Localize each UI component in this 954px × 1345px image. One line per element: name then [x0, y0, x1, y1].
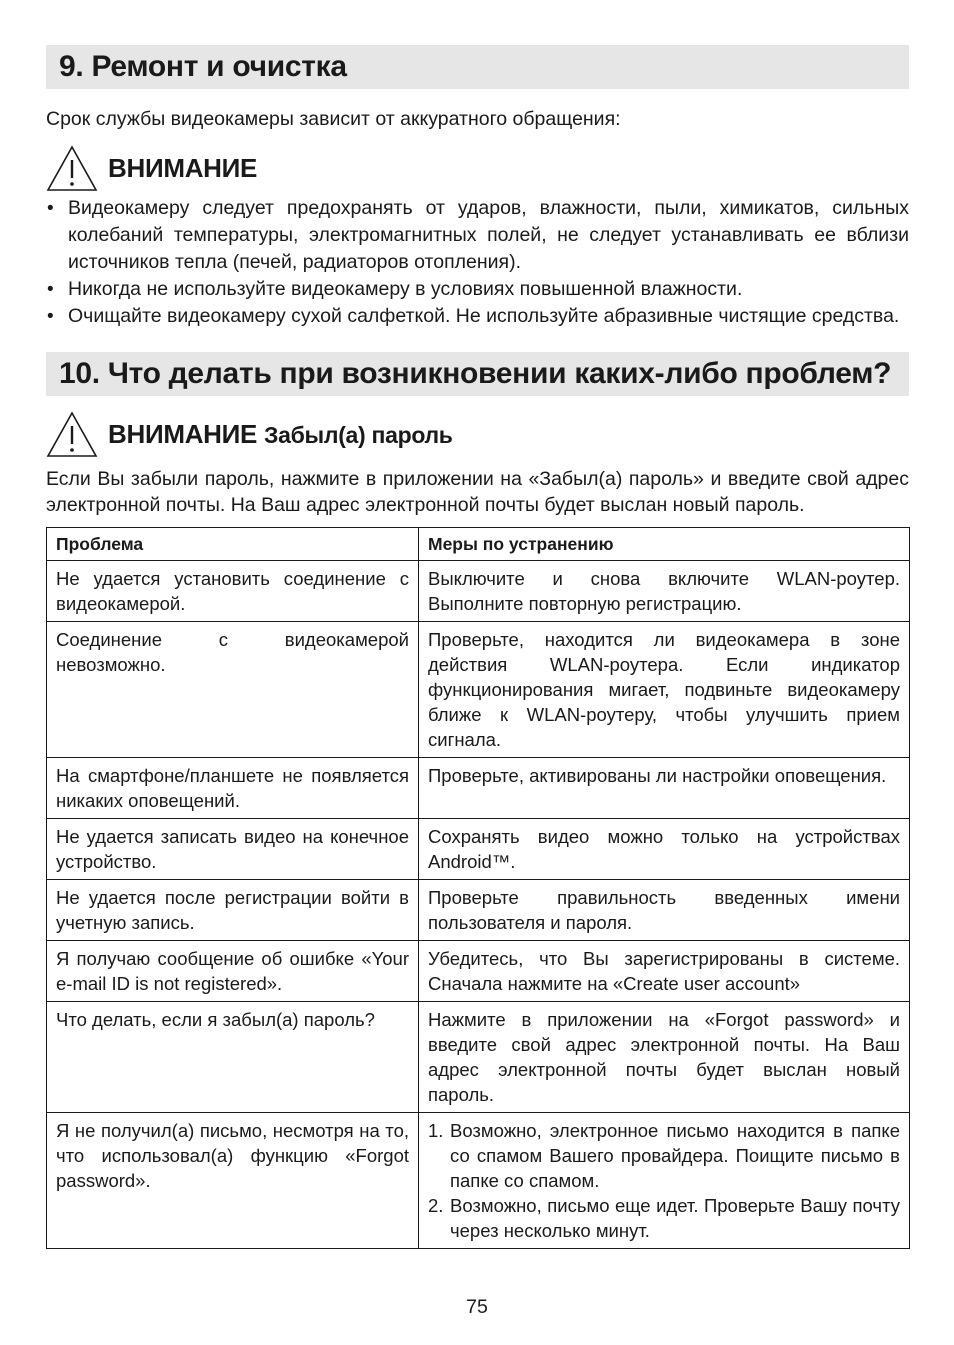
section-9-intro: Срок службы видеокамеры зависит от аккуратного обращения: [46, 108, 621, 130]
warning-triangle-icon [46, 410, 98, 458]
table-row [47, 880, 910, 941]
problem-cell: Не удается установить соединение с видеокамерой. [47, 561, 419, 622]
section-9-heading-bar [46, 45, 909, 89]
solution-cell: Сохранять видео можно только на устройствах Android™. [419, 819, 910, 880]
solution-cell: Проверьте правильность введенных имени пользователя и пароля. [419, 880, 910, 941]
warning-triangle-icon [46, 144, 98, 192]
solution-numbered-list [428, 1118, 900, 1243]
problem-cell: Соединение с видеокамерой невозможно. [47, 622, 419, 758]
problem-cell: На смартфоне/планшете не появляется никаких оповещений. [47, 758, 419, 819]
table-row [47, 758, 910, 819]
bullet-item: • Очищайте видеокамеру сухой салфеткой. Не используйте абразивные чистящие средства. [46, 303, 909, 330]
section-10-warning [46, 410, 909, 458]
section-10-intro: Если Вы забыли пароль, нажмите в приложении на «Забыл(а) пароль» и введите свой адрес электронной почты. На Ваш адрес электронной почты будет выслан новый пароль. [46, 468, 909, 516]
problem-cell: Что делать, если я забыл(а) пароль? [47, 1002, 419, 1113]
list-item-text: Возможно, письмо еще идет. Проверьте Вашу почту через несколько минут. [450, 1195, 900, 1241]
table-row [47, 1113, 910, 1249]
problem-cell: Не удается после регистрации войти в учетную запись. [47, 880, 419, 941]
solution-cell: Проверьте, активированы ли настройки оповещения. [419, 758, 910, 819]
bullet-item: • Видеокамеру следует предохранять от ударов, влажности, пыли, химикатов, сильных колебаний температуры, электромагнитных полей, не следует устанавливать ее вблизи источников тепла (печей, радиаторов отопления). [46, 195, 909, 276]
problem-cell: Я получаю сообщение об ошибке «Your e-mail ID is not registered». [47, 941, 419, 1002]
table-row [47, 1002, 910, 1113]
solution-cell: Убедитесь, что Вы зарегистрированы в системе. Сначала нажмите на «Create user account» [419, 941, 910, 1002]
section-10-title: 10. Что делать при возникновении каких-либо проблем? [59, 357, 892, 390]
list-item [428, 1118, 900, 1193]
solution-cell: Выключите и снова включите WLAN-роутер. Выполните повторную регистрацию. [419, 561, 910, 622]
list-item [428, 1193, 900, 1243]
table-row [47, 819, 910, 880]
column-header-solution: Меры по устранению [419, 528, 910, 561]
warning-subtitle: Забыл(а) пароль [264, 421, 453, 448]
troubleshooting-table [46, 527, 910, 1249]
problem-cell: Я не получил(а) письмо, несмотря на то, что использовал(а) функцию «Forgot password». [47, 1113, 419, 1249]
list-item-number: 1. [428, 1120, 444, 1141]
page-number: 75 [466, 1296, 488, 1318]
table-row [47, 941, 910, 1002]
section-9-warning [46, 144, 909, 192]
page-content [46, 45, 909, 1249]
section-9-title: 9. Ремонт и очистка [59, 50, 347, 83]
section-9-bullet-list [46, 195, 909, 330]
table-row [47, 622, 910, 758]
column-header-problem: Проблема [47, 528, 419, 561]
section-10-warning-title [108, 419, 453, 450]
bullet-item: • Никогда не используйте видеокамеру в условиях повышенной влажности. [46, 276, 909, 303]
problem-cell: Не удается записать видео на конечное устройство. [47, 819, 419, 880]
solution-cell: Проверьте, находится ли видеокамера в зоне действия WLAN-роутера. Если индикатор функционирования мигает, подвиньте видеокамеру ближе к WLAN-роутеру, чтобы улучшить прием сигнала. [419, 622, 910, 758]
section-9-warning-title: ВНИМАНИЕ [108, 152, 258, 183]
table-header-row [47, 528, 910, 561]
warning-label: ВНИМАНИЕ [108, 418, 258, 449]
list-item-text: Возможно, электронное письмо находится в папке со спамом Вашего провайдера. Поищите письмо в папке со спамом. [450, 1120, 900, 1191]
table-row [47, 561, 910, 622]
section-10-heading-bar [46, 352, 909, 396]
solution-cell [419, 1113, 910, 1249]
solution-cell: Нажмите в приложении на «Forgot password» и введите свой адрес электронной почты. На Ваш адрес электронной почты будет выслан новый пароль. [419, 1002, 910, 1113]
list-item-number: 2. [428, 1195, 444, 1216]
